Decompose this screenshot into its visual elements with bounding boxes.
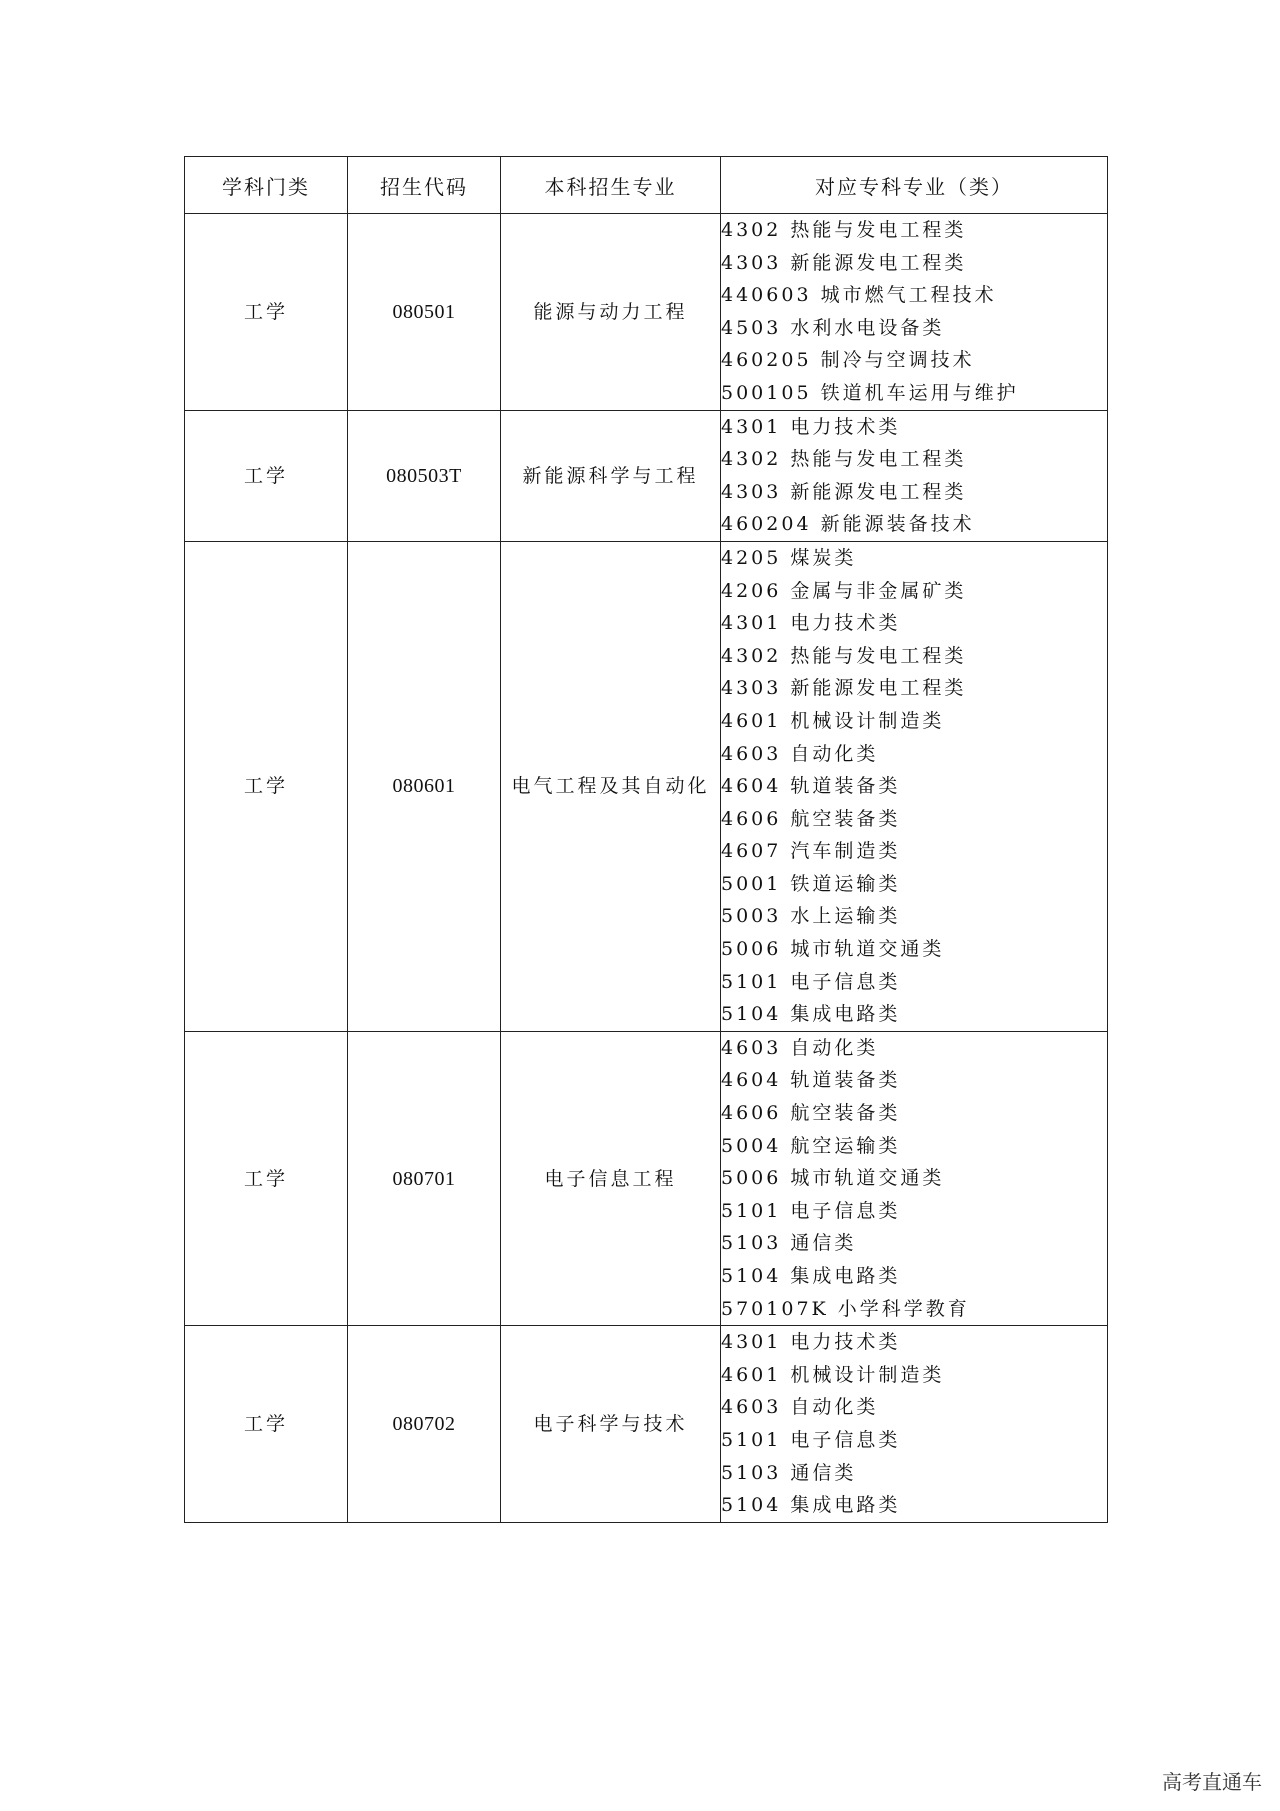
related-major-item: 4303 新能源发电工程类	[721, 251, 967, 274]
related-major-item: 5004 航空运输类	[721, 1134, 901, 1157]
related-major-item: 4301 电力技术类	[721, 612, 901, 635]
related-major-item: 4607 汽车制造类	[721, 840, 901, 863]
cell-category: 工学	[185, 1031, 348, 1325]
watermark-text: 高考直通车	[1162, 1770, 1262, 1794]
related-major-item: 5101 电子信息类	[721, 970, 901, 993]
related-major-item: 4205 煤炭类	[721, 546, 857, 569]
cell-code: 080501	[348, 214, 501, 411]
cell-major: 电气工程及其自动化	[501, 541, 721, 1031]
related-major-item: 4601 机械设计制造类	[721, 1363, 945, 1386]
header-code: 招生代码	[348, 157, 501, 214]
cell-code: 080503T	[348, 410, 501, 541]
related-major-item: 4301 电力技术类	[721, 1331, 901, 1354]
related-major-item: 5103 通信类	[721, 1461, 857, 1484]
cell-related-majors	[721, 214, 1108, 411]
related-major-item: 4301 电力技术类	[721, 415, 901, 438]
related-major-item: 440603 城市燃气工程技术	[721, 284, 997, 307]
related-major-item: 4302 热能与发电工程类	[721, 448, 967, 471]
cell-major: 新能源科学与工程	[501, 410, 721, 541]
related-major-item: 570107K 小学科学教育	[721, 1297, 970, 1320]
related-major-item: 4603 自动化类	[721, 742, 879, 765]
cell-major: 电子信息工程	[501, 1031, 721, 1325]
related-major-item: 5006 城市轨道交通类	[721, 1167, 945, 1190]
cell-category: 工学	[185, 1326, 348, 1523]
major-correspondence-table	[184, 156, 1108, 1523]
related-major-item: 5001 铁道运输类	[721, 872, 901, 895]
related-major-item: 5104 集成电路类	[721, 1003, 901, 1026]
related-major-item: 4603 自动化类	[721, 1396, 879, 1419]
related-major-item: 5006 城市轨道交通类	[721, 938, 945, 961]
cell-related-majors	[721, 541, 1108, 1031]
related-major-item: 4303 新能源发电工程类	[721, 480, 967, 503]
cell-category: 工学	[185, 541, 348, 1031]
header-related: 对应专科专业（类）	[721, 157, 1108, 214]
related-major-item: 4606 航空装备类	[721, 807, 901, 830]
related-major-item: 4503 水利水电设备类	[721, 316, 945, 339]
table-row	[185, 541, 1108, 1031]
related-major-item: 4606 航空装备类	[721, 1102, 901, 1125]
header-major: 本科招生专业	[501, 157, 721, 214]
cell-code: 080702	[348, 1326, 501, 1523]
related-major-item: 4302 热能与发电工程类	[721, 219, 967, 241]
related-major-item: 4604 轨道装备类	[721, 775, 901, 798]
related-major-item: 500105 铁道机车运用与维护	[721, 381, 1019, 404]
related-major-item: 5104 集成电路类	[721, 1265, 901, 1287]
related-major-item: 5103 通信类	[721, 1232, 857, 1255]
cell-major: 电子科学与技术	[501, 1326, 721, 1523]
related-major-item: 4601 机械设计制造类	[721, 709, 945, 732]
table-header	[185, 157, 1108, 214]
cell-category: 工学	[185, 410, 348, 541]
cell-related-majors	[721, 1326, 1108, 1523]
cell-major: 能源与动力工程	[501, 214, 721, 411]
related-major-item: 5003 水上运输类	[721, 905, 901, 928]
cell-related-majors	[721, 1031, 1108, 1325]
cell-code: 080701	[348, 1031, 501, 1325]
table-body	[185, 214, 1108, 1523]
related-major-item: 4206 金属与非金属矿类	[721, 579, 967, 602]
cell-category: 工学	[185, 214, 348, 411]
cell-related-majors	[721, 410, 1108, 541]
table-row	[185, 410, 1108, 541]
related-major-item: 4604 轨道装备类	[721, 1069, 901, 1092]
table-row	[185, 1326, 1108, 1523]
header-row	[185, 157, 1108, 214]
related-major-item: 460205 制冷与空调技术	[721, 349, 975, 372]
related-major-item: 4302 热能与发电工程类	[721, 644, 967, 667]
related-major-item: 460204 新能源装备技术	[721, 513, 975, 536]
header-category: 学科门类	[185, 157, 348, 214]
related-major-item: 5101 电子信息类	[721, 1199, 901, 1222]
table-row	[185, 214, 1108, 411]
related-major-item: 4303 新能源发电工程类	[721, 677, 967, 700]
cell-code: 080601	[348, 541, 501, 1031]
related-major-item: 5101 电子信息类	[721, 1428, 901, 1451]
table-row	[185, 1031, 1108, 1325]
related-major-item: 5104 集成电路类	[721, 1494, 901, 1517]
related-major-item: 4603 自动化类	[721, 1036, 879, 1059]
